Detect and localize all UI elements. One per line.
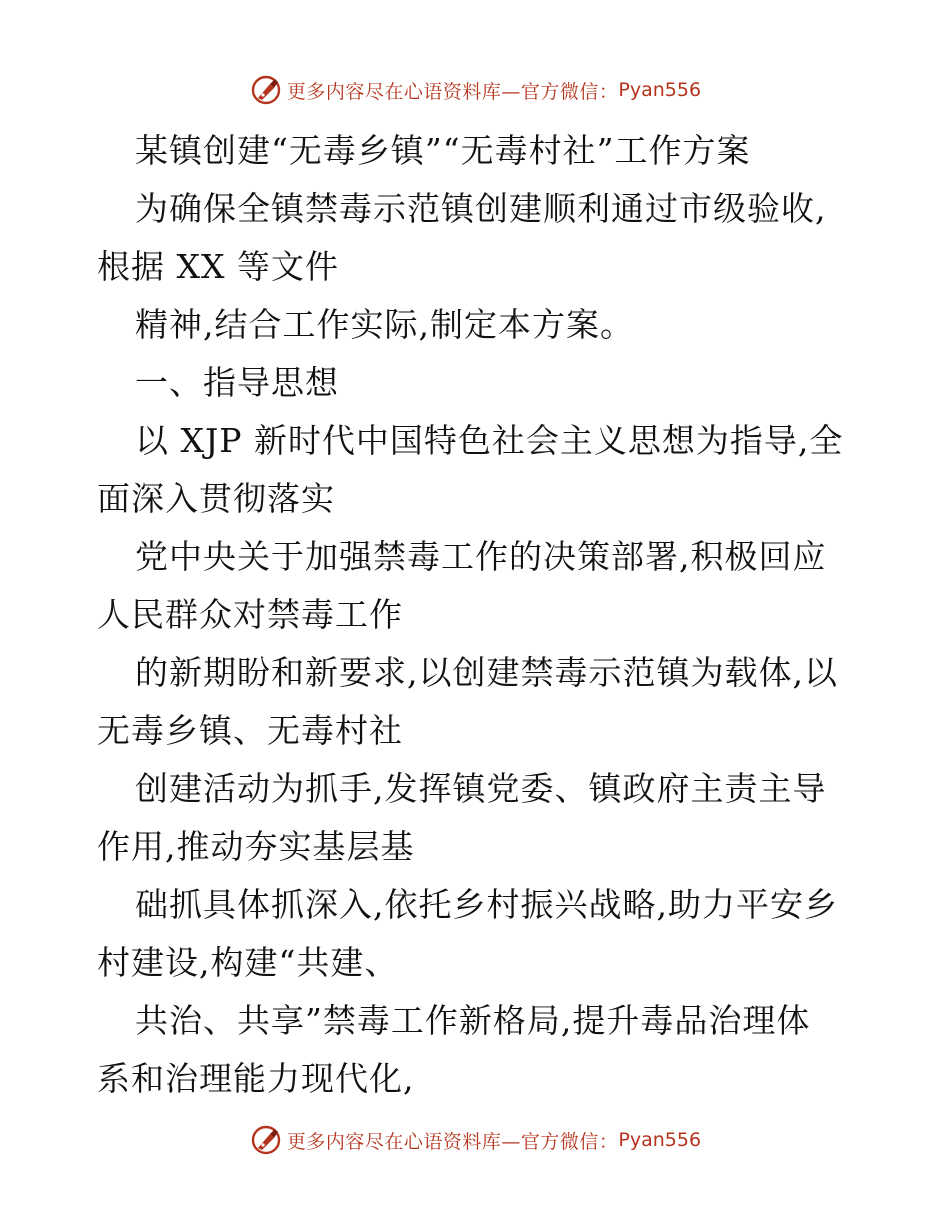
watermark-id: Pyan556 [618, 79, 702, 101]
paragraph-line: 系和治理能力现代化, [97, 1059, 415, 1098]
paragraph-line: 党中央关于加强禁毒工作的决策部署,积极回应 [135, 537, 827, 576]
document-title: 某镇创建“无毒乡镇”“无毒村社”工作方案 [135, 131, 751, 170]
paragraph-line: 根据 XX 等文件 [97, 247, 339, 286]
header-watermark [0, 70, 950, 110]
paragraph-line: 无毒乡镇、无毒村社 [97, 711, 403, 750]
pen-nib-logo-icon [249, 1123, 283, 1157]
footer-watermark [0, 1120, 950, 1160]
paragraph-line: 础抓具体抓深入,依托乡村振兴战略,助力平安乡 [135, 885, 838, 924]
paragraph-line: 的新期盼和新要求,以创建禁毒示范镇为载体,以 [135, 653, 838, 692]
section-heading: 一、指导思想 [135, 363, 339, 402]
document-body [97, 122, 867, 1108]
paragraph-line: 精神,结合工作实际,制定本方案。 [135, 305, 634, 344]
watermark-text: 更多内容尽在心语资料库—官方微信： [286, 80, 619, 103]
paragraph-line: 以 XJP 新时代中国特色社会主义思想为指导,全 [135, 421, 844, 460]
paragraph-line: 作用,推动夯实基层基 [97, 827, 415, 866]
paragraph-line: 共治、共享”禁毒工作新格局,提升毒品治理体 [135, 1001, 811, 1040]
paragraph-line: 面深入贯彻落实 [97, 479, 335, 518]
pen-nib-logo-icon [249, 73, 283, 107]
paragraph-line: 村建设,构建“共建、 [97, 943, 399, 982]
paragraph-line: 创建活动为抓手,发挥镇党委、镇政府主责主导 [135, 769, 827, 808]
paragraph-line: 为确保全镇禁毒示范镇创建顺利通过市级验收, [135, 189, 827, 228]
paragraph-line: 人民群众对禁毒工作 [97, 595, 403, 634]
watermark-text: 更多内容尽在心语资料库—官方微信： [286, 1130, 619, 1153]
watermark-id: Pyan556 [618, 1129, 702, 1151]
